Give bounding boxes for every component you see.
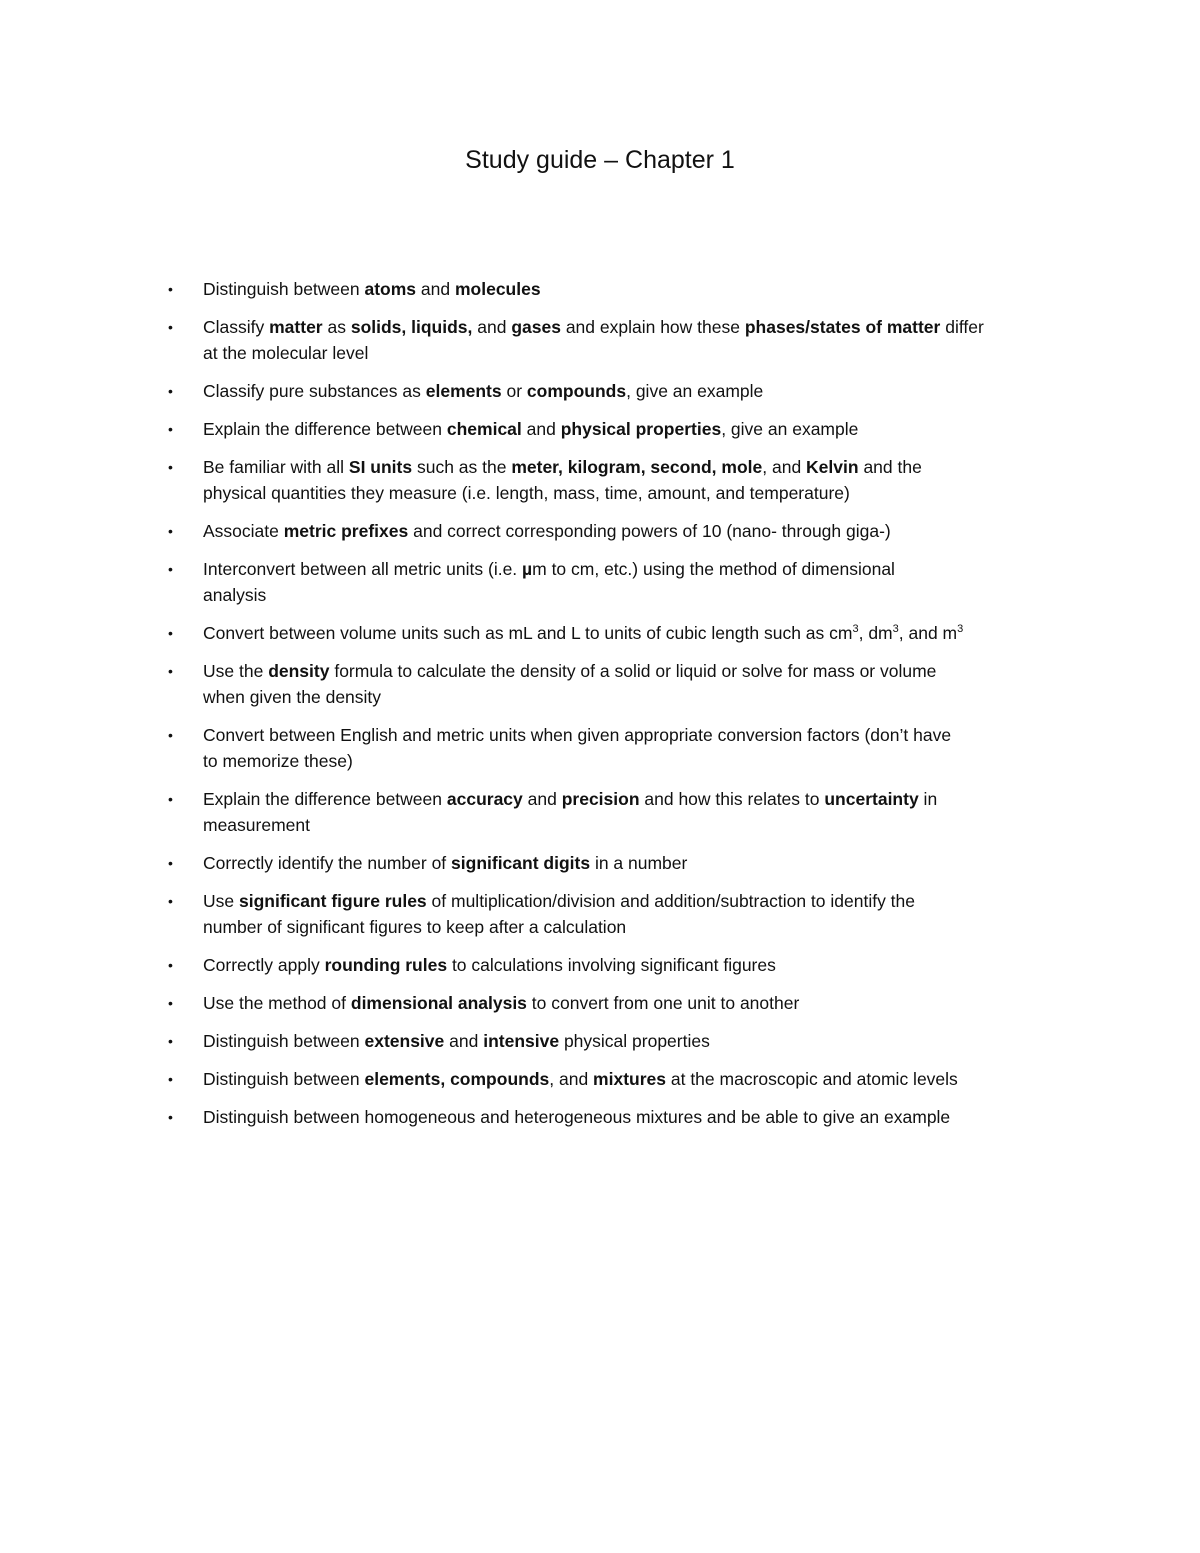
- list-item: [166, 454, 1066, 506]
- bold-term: elements: [425, 381, 502, 401]
- list-item-text: and how this relates to: [639, 789, 825, 809]
- bold-term: uncertainty: [824, 789, 919, 809]
- list-item-text: Interconvert between all metric units (i.e.: [203, 559, 523, 579]
- bullet-icon: •: [168, 625, 173, 641]
- list-item-text: and the: [858, 457, 922, 477]
- study-guide-list: [166, 276, 1066, 1142]
- list-item-line: [203, 518, 1066, 544]
- bold-term: precision: [561, 789, 640, 809]
- bold-term: chemical: [446, 419, 522, 439]
- bullet-icon: •: [168, 281, 173, 297]
- bold-term: significant figure rules: [238, 891, 427, 911]
- list-item-line: [203, 748, 1066, 774]
- bullet-icon: •: [168, 1033, 173, 1049]
- list-item-text: analysis: [203, 585, 267, 605]
- list-item-line: [203, 658, 1066, 684]
- list-item-text: at the molecular level: [203, 343, 369, 363]
- list-item-text: Distinguish between homogeneous and heterogeneous mixtures and be able to give an example: [203, 1107, 951, 1127]
- bold-term: µ: [522, 559, 533, 579]
- list-item-line: [203, 556, 1066, 582]
- list-item-text: , dm: [858, 623, 893, 643]
- list-item-text: Explain the difference between: [203, 789, 447, 809]
- list-item-text: as: [322, 317, 351, 337]
- list-item-text: and: [416, 279, 455, 299]
- list-item-text: formula to calculate the density of a solid or liquid or solve for mass or volume: [329, 661, 937, 681]
- list-item-text: m to cm, etc.) using the method of dimensional: [532, 559, 895, 579]
- bullet-icon: •: [168, 995, 173, 1011]
- superscript-text: 3: [852, 623, 859, 636]
- superscript-text: 3: [957, 623, 964, 636]
- bold-term: rounding rules: [324, 955, 448, 975]
- list-item-text: Use the method of: [203, 993, 351, 1013]
- bold-term: extensive: [364, 1031, 445, 1051]
- list-item-text: and: [522, 789, 562, 809]
- list-item-line: [203, 276, 1066, 302]
- list-item: [166, 620, 1066, 646]
- bold-term: elements, compounds: [364, 1069, 550, 1089]
- bold-term: Kelvin: [806, 457, 859, 477]
- list-item-text: Be familiar with all: [203, 457, 349, 477]
- list-item-text: when given the density: [203, 687, 382, 707]
- list-item-line: [203, 888, 1066, 914]
- list-item: [166, 722, 1066, 774]
- bullet-icon: •: [168, 727, 173, 743]
- list-item: [166, 1066, 1066, 1092]
- page-title: Study guide – Chapter 1: [465, 146, 735, 174]
- bold-term: density: [268, 661, 330, 681]
- list-item-text: to calculations involving significant figures: [447, 955, 776, 975]
- list-item-text: and: [472, 317, 512, 337]
- list-item-text: Use: [203, 891, 239, 911]
- list-item: [166, 990, 1066, 1016]
- list-item-text: Convert between volume units such as mL and L to units of cubic length such as cm: [203, 623, 853, 643]
- list-item-text: Classify: [203, 317, 270, 337]
- list-item: [166, 378, 1066, 404]
- list-item: [166, 416, 1066, 442]
- list-item-text: Correctly apply: [203, 955, 325, 975]
- bullet-icon: •: [168, 1071, 173, 1087]
- list-item: [166, 314, 1066, 366]
- list-item-text: and: [521, 419, 561, 439]
- list-item-text: Classify pure substances as: [203, 381, 426, 401]
- bold-term: physical properties: [560, 419, 722, 439]
- list-item-text: , give an example: [721, 419, 859, 439]
- list-item-text: such as the: [412, 457, 512, 477]
- superscript-text: 3: [892, 623, 899, 636]
- list-item-text: , and m: [898, 623, 958, 643]
- list-item-line: [203, 582, 1066, 608]
- bold-term: intensive: [483, 1031, 560, 1051]
- list-item-line: [203, 812, 1066, 838]
- bold-term: SI units: [348, 457, 413, 477]
- bold-term: accuracy: [446, 789, 523, 809]
- list-item-line: [203, 722, 1066, 748]
- bold-term: molecules: [454, 279, 541, 299]
- list-item-text: Convert between English and metric units when given appropriate conversion factors (don’t have: [203, 725, 952, 745]
- list-item-line: [203, 1066, 1066, 1092]
- list-item: [166, 888, 1066, 940]
- list-item-line: [203, 480, 1066, 506]
- list-item-line: [203, 786, 1066, 812]
- list-item-text: measurement: [203, 815, 310, 835]
- bullet-icon: •: [168, 957, 173, 973]
- bullet-icon: •: [168, 523, 173, 539]
- bold-term: solids, liquids,: [350, 317, 473, 337]
- list-item: [166, 556, 1066, 608]
- list-item-text: to memorize these): [203, 751, 353, 771]
- bullet-icon: •: [168, 319, 173, 335]
- list-item-text: at the macroscopic and atomic levels: [666, 1069, 958, 1089]
- list-item-line: [203, 1104, 1066, 1130]
- bold-term: significant digits: [451, 853, 591, 873]
- list-item-line: [203, 684, 1066, 710]
- list-item: [166, 658, 1066, 710]
- list-item-text: number of significant figures to keep after a calculation: [203, 917, 627, 937]
- list-item: [166, 1028, 1066, 1054]
- list-item-line: [203, 850, 1066, 876]
- list-item-text: and explain how these: [560, 317, 745, 337]
- bullet-icon: •: [168, 459, 173, 475]
- bold-term: matter: [269, 317, 323, 337]
- bullet-icon: •: [168, 663, 173, 679]
- list-item-line: [203, 340, 1066, 366]
- bold-term: mixtures: [593, 1069, 666, 1089]
- list-item-line: [203, 914, 1066, 940]
- list-item-line: [203, 416, 1066, 442]
- list-item-text: in a number: [590, 853, 688, 873]
- list-item: [166, 518, 1066, 544]
- bold-term: gases: [511, 317, 561, 337]
- list-item-text: and correct corresponding powers of 10 (nano- through giga-): [408, 521, 891, 541]
- bullet-icon: •: [168, 383, 173, 399]
- list-item-line: [203, 620, 1066, 646]
- bullet-icon: •: [168, 561, 173, 577]
- bold-term: atoms: [364, 279, 417, 299]
- list-item-line: [203, 314, 1066, 340]
- list-item: [166, 1104, 1066, 1130]
- list-item-line: [203, 378, 1066, 404]
- bullet-icon: •: [168, 421, 173, 437]
- list-item-text: Use the: [203, 661, 269, 681]
- list-item-text: , and: [762, 457, 807, 477]
- list-item: [166, 850, 1066, 876]
- list-item-text: , give an example: [626, 381, 764, 401]
- list-item-text: of multiplication/division and addition/subtraction to identify the: [426, 891, 916, 911]
- list-item: [166, 952, 1066, 978]
- list-item-text: or: [501, 381, 527, 401]
- bold-term: phases/states of matter: [744, 317, 941, 337]
- list-item-line: [203, 1028, 1066, 1054]
- list-item-text: Explain the difference between: [203, 419, 447, 439]
- bold-term: compounds: [526, 381, 627, 401]
- bold-term: meter, kilogram, second, mole: [511, 457, 763, 477]
- list-item: [166, 786, 1066, 838]
- list-item-text: Associate: [203, 521, 284, 541]
- bold-term: metric prefixes: [283, 521, 409, 541]
- list-item-line: [203, 454, 1066, 480]
- bullet-icon: •: [168, 1109, 173, 1125]
- list-item-text: Distinguish between: [203, 1069, 365, 1089]
- list-item-text: physical properties: [559, 1031, 710, 1051]
- list-item-text: Distinguish between: [203, 279, 365, 299]
- list-item-text: Correctly identify the number of: [203, 853, 452, 873]
- list-item: [166, 276, 1066, 302]
- list-item-text: physical quantities they measure (i.e. length, mass, time, amount, and temperature): [203, 483, 850, 503]
- list-item-text: , and: [549, 1069, 594, 1089]
- list-item-text: differ: [940, 317, 984, 337]
- list-item-line: [203, 990, 1066, 1016]
- list-item-text: in: [918, 789, 938, 809]
- bullet-icon: •: [168, 791, 173, 807]
- list-item-text: to convert from one unit to another: [526, 993, 800, 1013]
- bold-term: dimensional analysis: [350, 993, 527, 1013]
- list-item-line: [203, 952, 1066, 978]
- bullet-icon: •: [168, 855, 173, 871]
- list-item-text: and: [444, 1031, 484, 1051]
- bullet-icon: •: [168, 893, 173, 909]
- list-item-text: Distinguish between: [203, 1031, 365, 1051]
